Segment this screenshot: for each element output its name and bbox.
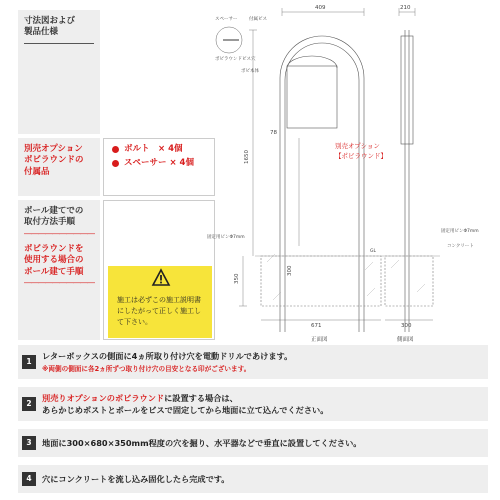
step-4 — [18, 465, 488, 493]
label-fixing-pin-right: 固定用ピンΦ7mm — [441, 229, 479, 234]
method-section — [18, 200, 100, 340]
label-front-view: 正面図 — [311, 337, 328, 343]
step-sub: ※両側の側面に各2ヵ所ずつ取り付け穴の目安となる印がございます。 — [42, 365, 251, 373]
step-text — [42, 350, 292, 375]
label-gl: GL — [370, 249, 376, 254]
dim-bottom: 671 — [311, 323, 322, 329]
label-option-2: 【ポビラウンド】 — [335, 152, 387, 160]
step-number: 2 — [22, 397, 36, 411]
parts-list — [103, 138, 215, 196]
label-attach-screw: 付属ビス — [249, 17, 267, 22]
step-main-2: あらかじめポストとポールをビスで固定してから地面に立て込んでください。 — [42, 405, 329, 415]
step-text — [42, 473, 230, 485]
warning-icon — [152, 269, 170, 287]
method-subtitle: ポビラウンドを 使用する場合の ポール建て手順 — [24, 243, 84, 277]
label-option-1: 別売オプション — [335, 142, 380, 150]
step-2 — [18, 387, 488, 421]
step-main: 穴にコンクリートを流し込み固化したら完成です。 — [42, 474, 230, 484]
label-concrete: コンクリート — [447, 244, 474, 249]
step-highlight: 別売りオプションのポビラウンド — [42, 393, 165, 403]
bullet-icon — [112, 146, 119, 153]
dimension-drawing — [207, 0, 495, 345]
step-3 — [18, 429, 488, 457]
dim-inner: 78 — [270, 130, 277, 136]
dim-depth: 210 — [400, 5, 411, 11]
dash-divider: ―――――――――― — [24, 278, 94, 288]
dim-depth-gl: 350 — [234, 273, 240, 284]
part-label: ボルト × 4個 — [124, 144, 183, 154]
warning-box — [108, 266, 212, 338]
step-main: に設置する場合は、 — [164, 393, 238, 403]
method-title: ポール建てでの 取付方法手順 — [24, 206, 84, 228]
side-mailbox — [401, 36, 413, 144]
label-pobi-body: ポビ本体 — [241, 69, 259, 74]
step-main: レターボックスの側面に4ヵ所取り付け穴を電動ドリルであけます。 — [42, 351, 293, 361]
spec-section — [18, 10, 100, 134]
dim-height: 1650 — [244, 150, 250, 164]
bullet-icon — [112, 160, 119, 167]
step-number: 3 — [22, 436, 36, 450]
spec-rule — [24, 43, 94, 44]
dash-divider: ―――――――――― — [24, 228, 94, 238]
dim-side-bottom: 300 — [401, 323, 412, 329]
dim-width: 409 — [315, 5, 326, 11]
part-item-spacer — [112, 156, 206, 170]
step-1 — [18, 345, 488, 379]
parts-section — [18, 138, 100, 196]
step-text — [42, 392, 328, 416]
label-fixing-pin-left: 固定用ピンΦ7mm — [207, 235, 245, 240]
dim-embed: 300 — [287, 265, 293, 276]
label-spacer: スペーサー — [215, 17, 238, 22]
label-pobi-round-screw: ポビラウンドビス穴 — [215, 57, 256, 62]
step-number: 4 — [22, 472, 36, 486]
front-concrete — [261, 256, 381, 306]
parts-title: 別売オプション ポビラウンドの 付属品 — [24, 144, 84, 177]
spec-title: 寸法図および 製品仕様 — [24, 16, 76, 38]
label-side-view: 側面図 — [397, 337, 414, 343]
step-text — [42, 437, 362, 449]
warning-text: 施工は必ずこの施工説明書にしたがって正しく施工して下さい。 — [117, 296, 201, 326]
part-label: スペーサー × 4個 — [124, 158, 194, 168]
front-mailbox — [287, 66, 337, 128]
step-number: 1 — [22, 355, 36, 369]
part-item-bolt — [112, 142, 206, 156]
step-main: 地面に300×680×350mm程度の穴を掘り、水平器などで垂直に設置してください。 — [42, 438, 362, 448]
